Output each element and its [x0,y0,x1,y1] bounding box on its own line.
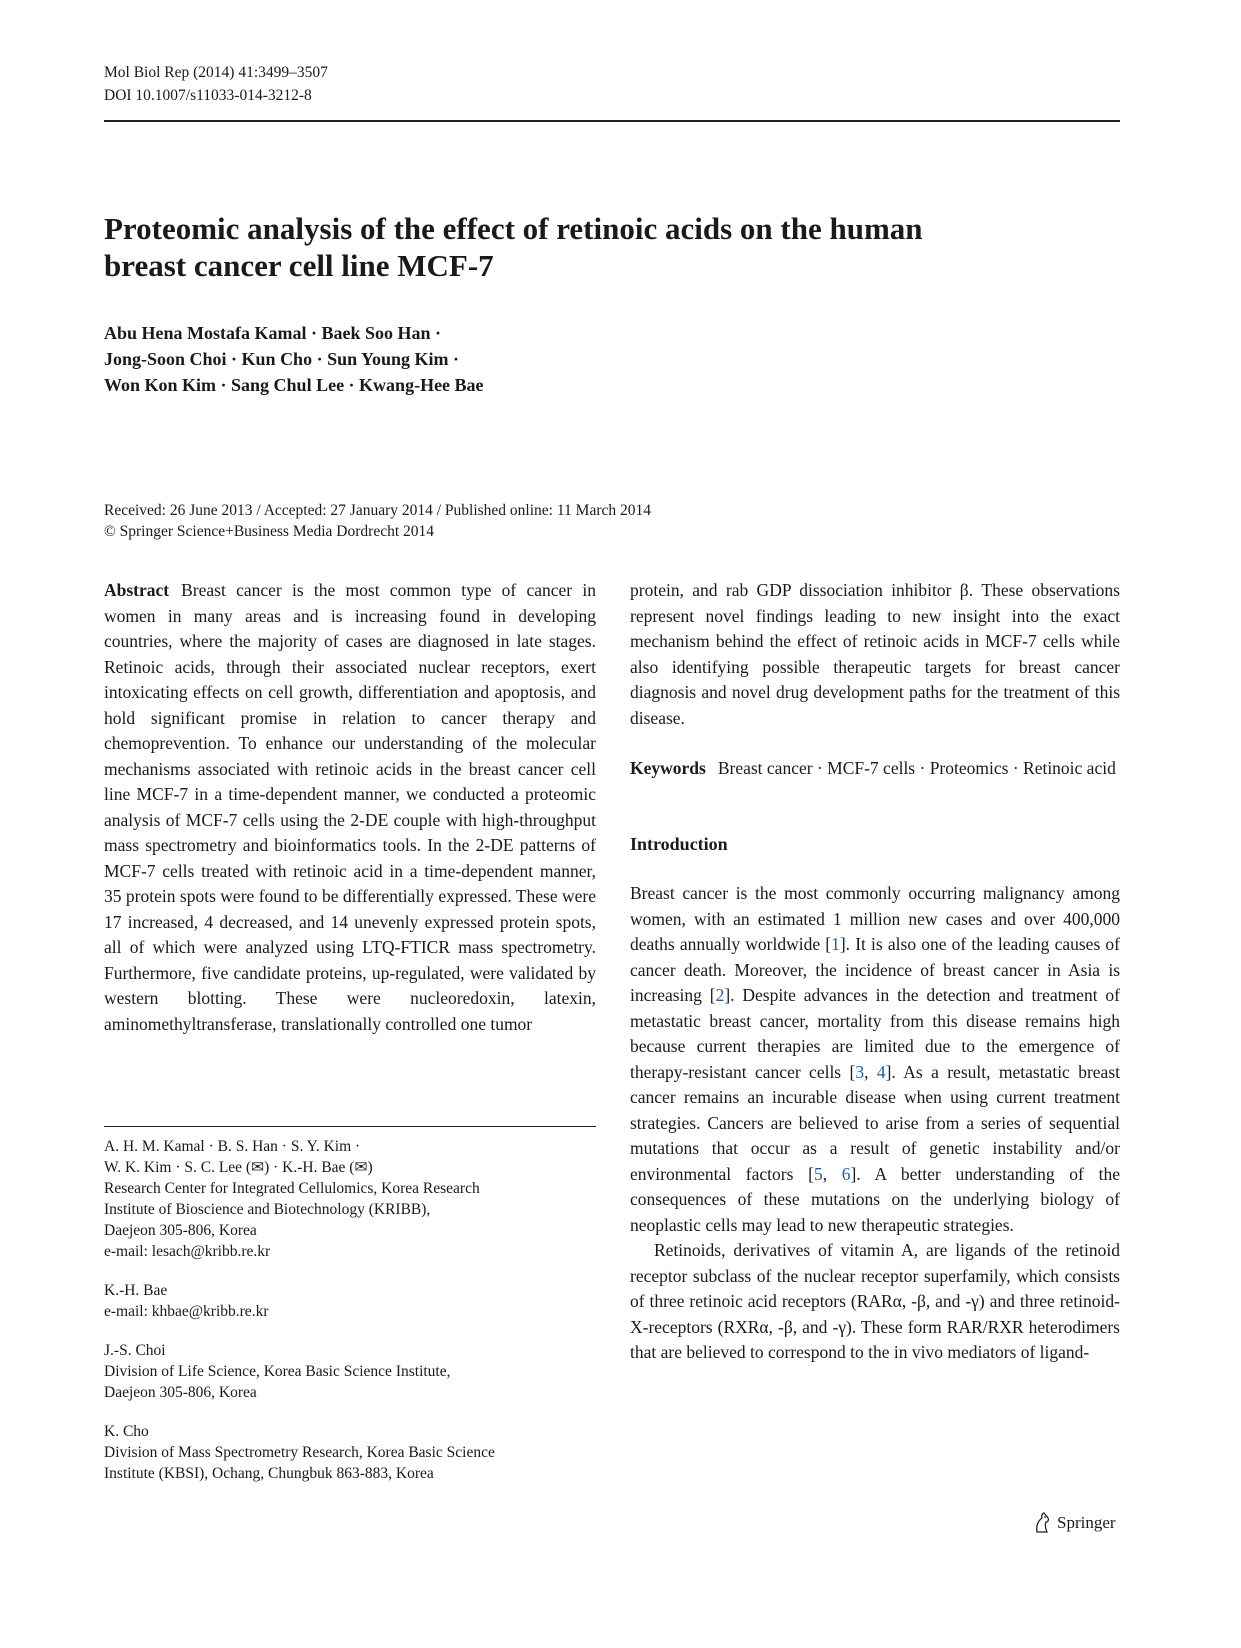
copyright-notice: © Springer Science+Business Media Dordrecht 2014 [104,523,435,540]
intro-text: Breast cancer is the most commonly occurring malignancy among women, with an estimated 1 million new cases and over 400,000 deaths annually worldwide [ [630,883,1120,954]
abstract-label: Abstract [104,580,170,600]
publication-dates [104,500,651,542]
authors-line-1: Abu Hena Mostafa Kamal · Baek Soo Han · [104,323,442,343]
journal-citation: Mol Biol Rep (2014) 41:3499–3507 [104,64,328,81]
authors-line-3: Won Kon Kim · Sang Chul Lee · Kwang-Hee Bae [104,375,484,395]
citation-link[interactable]: 5 [813,1163,823,1184]
citation-link[interactable]: 6 [841,1163,851,1184]
left-column [104,578,596,1037]
intro-text: ]. It is also one of the leading causes of cancer death. Moreover, the incidence of breast cancer in Asia is increasing [ [630,934,1120,1005]
affiliation-line: Research Center for Integrated Cellulomics, Korea Research [104,1180,480,1197]
affiliation-line: K. Cho [104,1423,149,1440]
publisher-logo [1033,1512,1116,1534]
article-title [104,210,1104,284]
introduction-paragraph-1 [630,881,1120,1238]
affiliation-block [104,1136,604,1262]
abstract-text-left: Breast cancer is the most common type of cancer in women in many areas and is increasing found in developing countries, where the majority of cases are diagnosed in late stages. Retinoic acids, through their associated nuclear receptors, exert intoxicating effects on cell growth, differentiation and apoptosis, and hold significant promise in relation to cancer therapy and chemoprevention. To enhance our understanding of the molecular mechanisms associated with retinoic acids in the breast cancer cell line MCF-7 in a time-dependent manner, we conducted a proteomic analysis of MCF-7 cells using the 2-DE couple with high-throughput mass spectrometry and bioinformatics tools. In the 2-DE patterns of MCF-7 cells treated with retinoic acid in a time-dependent manner, 35 protein spots were found to be differentially expressed. These were 17 increased, 4 decreased, and 14 unevenly expressed protein spots, all of which were analyzed using LTQ-FTICR mass spectrometry. Furthermore, five candidate proteins, up-regulated, were validated by western blotting. These were nucleoredoxin, latexin, aminomethyltransferase, translationally controlled one tumor [104,580,596,1034]
introduction-paragraph-2: Retinoids, derivatives of vitamin A, are ligands of the retinoid receptor subclass of the nuclear receptor superfamily, which consists of three retinoic acid receptors (RARα, -β, and -γ) and three retinoid-X-receptors (RXRα, -β, and -γ). These form RAR/RXR heterodimers that are believed to correspond to the in vivo mediators of ligand- [630,1240,1120,1362]
affiliation-block [104,1340,604,1403]
abstract-paragraph [104,578,596,1037]
keywords-label: Keywords [630,758,706,778]
intro-text: ]. Despite advances in the detection and treatment of metastatic breast cancer, mortality from this disease remains high because current therapies are limited due to the emergence of therapy-resistant cancer cells [ [630,985,1120,1082]
keywords-paragraph [630,756,1120,782]
affiliation-line: J.-S. Choi [104,1342,166,1359]
citation-link[interactable]: 3 [855,1061,865,1082]
citation-link[interactable]: 2 [715,985,725,1005]
introduction-heading: Introduction [630,833,728,854]
affiliation-line: Division of Life Science, Korea Basic Science Institute, [104,1363,451,1380]
affiliations [104,1136,604,1502]
affiliation-line: A. H. M. Kamal · B. S. Han · S. Y. Kim · [104,1138,361,1155]
doi[interactable]: DOI 10.1007/s11033-014-3212-8 [104,87,312,104]
keywords-text: Breast cancer · MCF-7 cells · Proteomics · Retinoic acid [717,758,1116,778]
intro-text: , [822,1163,842,1184]
affiliation-line: Daejeon 305-806, Korea [104,1222,257,1239]
author-list [104,320,804,398]
intro-text: ]. As a result, metastatic breast cancer remains an incurable disease when using current treatment strategies. Cancers are believed to arise from a series of sequential mutations that occur as a result of genetic instability and/or environmental factors [ [630,1061,1120,1184]
affiliation-line: W. K. Kim · S. C. Lee (✉) · K.-H. Bae (✉) [104,1159,373,1176]
email-line[interactable]: e-mail: khbae@kribb.re.kr [104,1303,269,1320]
title-line-2: breast cancer cell line MCF-7 [104,248,494,283]
publisher-name: Springer [1057,1513,1116,1532]
affiliation-rule [104,1126,596,1127]
abstract-text-right: protein, and rab GDP dissociation inhibitor β. These observations represent novel findings leading to new insight into the exact mechanism behind the effect of retinoic acids in MCF-7 cells while also identifying possible therapeutic targets for breast cancer diagnosis and novel drug development paths for the treatment of this disease. [630,580,1120,728]
affiliation-line: Division of Mass Spectrometry Research, Korea Basic Science [104,1444,495,1461]
email-line[interactable]: e-mail: lesach@kribb.re.kr [104,1243,271,1260]
affiliation-line: Daejeon 305-806, Korea [104,1384,257,1401]
citation-link[interactable]: 4 [876,1061,886,1082]
affiliation-line: K.-H. Bae [104,1282,168,1299]
springer-horse-icon [1033,1512,1051,1534]
article-history: Received: 26 June 2013 / Accepted: 27 January 2014 / Published online: 11 March 2014 [104,502,651,519]
right-column [630,578,1120,1366]
intro-text: ]. A better understanding of the consequences of these mutations on the underlying biology of neoplastic cells may lead to new therapeutic strategies. [630,1163,1120,1235]
header-rule [104,120,1120,122]
affiliation-line: Institute of Bioscience and Biotechnology (KRIBB), [104,1201,431,1218]
intro-text: , [864,1061,877,1082]
citation-link[interactable]: 1 [831,934,840,954]
affiliation-block [104,1280,604,1322]
affiliation-block [104,1421,604,1484]
affiliation-line: Institute (KBSI), Ochang, Chungbuk 863-883, Korea [104,1465,434,1482]
title-line-1: Proteomic analysis of the effect of retinoic acids on the human [104,211,923,246]
authors-line-2: Jong-Soon Choi · Kun Cho · Sun Young Kim · [104,349,459,369]
